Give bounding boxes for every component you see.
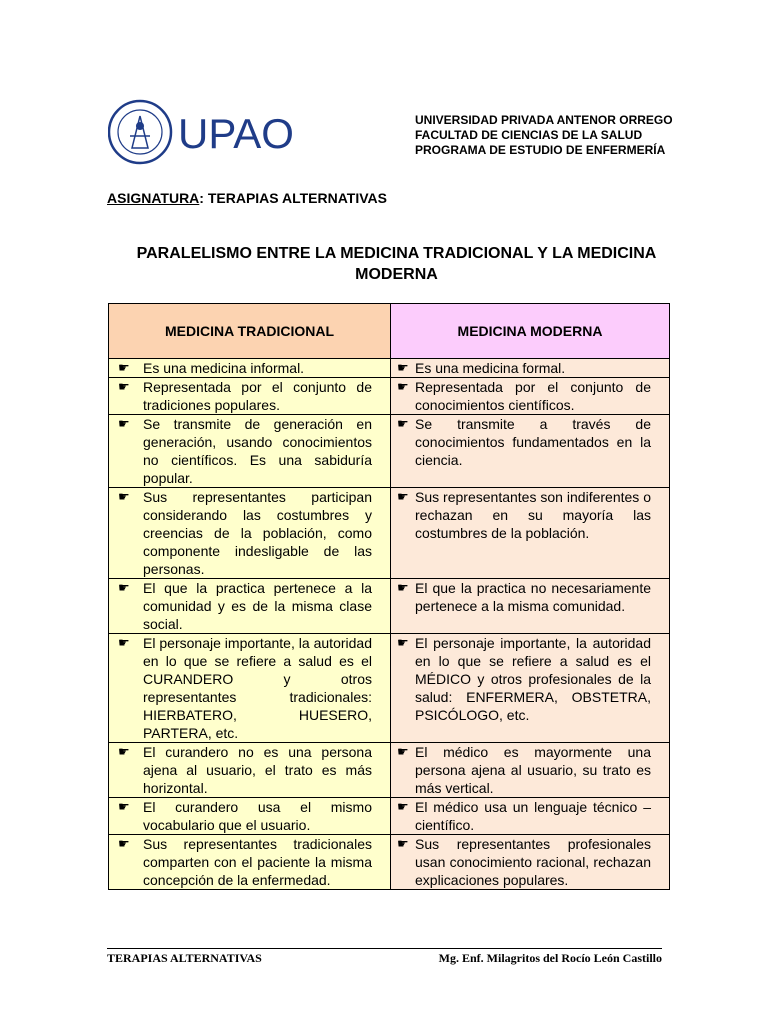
modern-cell xyxy=(391,743,669,797)
modern-cell xyxy=(391,634,669,742)
table-header-row xyxy=(109,304,669,359)
program-line: PROGRAMA DE ESTUDIO DE ENFERMERÍA xyxy=(415,143,666,157)
table-row xyxy=(109,835,669,889)
cell-text: El médico usa un lenguaje técnico – científico. xyxy=(415,799,651,833)
logo-wordmark: UPAO xyxy=(178,110,294,157)
cell-text: Sus representantes profesionales usan conocimiento racional, rechazan explicaciones populares. xyxy=(415,836,651,888)
table-body xyxy=(109,359,669,889)
cell-text: Representada por el conjunto de tradiciones populares. xyxy=(143,379,372,413)
table-row xyxy=(109,634,669,743)
pointing-hand-icon: ☛ xyxy=(118,799,130,814)
subject-label: ASIGNATURA xyxy=(107,190,200,206)
table-row xyxy=(109,743,669,798)
table-row xyxy=(109,579,669,634)
pointing-hand-icon: ☛ xyxy=(118,836,130,851)
table-row xyxy=(109,488,669,579)
comparison-table xyxy=(108,303,670,890)
footer-divider xyxy=(107,948,662,949)
table-row xyxy=(109,798,669,835)
cell-text: Representada por el conjunto de conocimientos científicos. xyxy=(415,379,651,413)
pointing-hand-icon: ☛ xyxy=(397,799,409,814)
table-row xyxy=(109,378,669,415)
pointing-hand-icon: ☛ xyxy=(118,379,130,394)
institution-line: UNIVERSIDAD PRIVADA ANTENOR ORREGO xyxy=(415,113,673,127)
table-row xyxy=(109,415,669,488)
pointing-hand-icon: ☛ xyxy=(118,580,130,595)
header-traditional: MEDICINA TRADICIONAL xyxy=(109,304,391,358)
pointing-hand-icon: ☛ xyxy=(118,416,130,431)
cell-text: Sus representantes tradicionales comparten con el paciente la misma concepción de la enfermedad. xyxy=(143,836,372,888)
cell-text: Sus representantes participan considerando las costumbres y creencias de la población, como componente indesligable de las personas. xyxy=(143,489,372,577)
faculty-line: FACULTAD DE CIENCIAS DE LA SALUD xyxy=(415,128,643,142)
modern-cell xyxy=(391,579,669,633)
document-title: PARALELISMO ENTRE LA MEDICINA TRADICIONAL Y LA MEDICINA MODERNA xyxy=(136,245,657,283)
subject-line xyxy=(107,190,387,206)
modern-cell xyxy=(391,359,669,377)
traditional-cell xyxy=(109,488,391,578)
pointing-hand-icon: ☛ xyxy=(397,635,409,650)
cell-text: Es una medicina formal. xyxy=(415,360,566,376)
modern-cell xyxy=(391,415,669,487)
institution-block xyxy=(415,113,673,158)
traditional-cell xyxy=(109,378,391,414)
cell-text: El personaje importante, la autoridad en lo que se refiere a salud es el CURANDERO y otros representantes tradicionales: HIERBATERO, HUESERO, PARTERA, etc. xyxy=(143,635,372,741)
pointing-hand-icon: ☛ xyxy=(397,836,409,851)
traditional-cell xyxy=(109,579,391,633)
modern-cell xyxy=(391,835,669,889)
footer-course: TERAPIAS ALTERNATIVAS xyxy=(107,951,262,965)
pointing-hand-icon: ☛ xyxy=(397,416,409,431)
pointing-hand-icon: ☛ xyxy=(397,360,409,375)
cell-text: El médico es mayormente una persona ajena al usuario, su trato es más vertical. xyxy=(415,744,651,796)
cell-text: Es una medicina informal. xyxy=(143,360,305,376)
pointing-hand-icon: ☛ xyxy=(397,379,409,394)
traditional-cell xyxy=(109,634,391,742)
pointing-hand-icon: ☛ xyxy=(397,580,409,595)
subject-value: : TERAPIAS ALTERNATIVAS xyxy=(199,190,387,206)
cell-text: Sus representantes son indiferentes o rechazan en su mayoría las costumbres de la población. xyxy=(415,489,651,541)
pointing-hand-icon: ☛ xyxy=(118,744,130,759)
pointing-hand-icon: ☛ xyxy=(118,360,130,375)
modern-cell xyxy=(391,378,669,414)
traditional-cell xyxy=(109,798,391,834)
traditional-cell xyxy=(109,835,391,889)
modern-cell xyxy=(391,488,669,578)
traditional-cell xyxy=(109,743,391,797)
cell-text: El que la practica pertenece a la comunidad y es de la misma clase social. xyxy=(143,580,372,632)
pointing-hand-icon: ☛ xyxy=(397,489,409,504)
cell-text: El curandero usa el mismo vocabulario que el usuario. xyxy=(143,799,372,833)
traditional-cell xyxy=(109,359,391,377)
pointing-hand-icon: ☛ xyxy=(397,744,409,759)
modern-cell xyxy=(391,798,669,834)
upao-logo xyxy=(108,92,298,172)
traditional-cell xyxy=(109,415,391,487)
header-modern: MEDICINA MODERNA xyxy=(391,304,669,358)
pointing-hand-icon: ☛ xyxy=(118,489,130,504)
footer-author: Mg. Enf. Milagritos del Rocío León Castillo xyxy=(438,951,662,965)
cell-text: El personaje importante, la autoridad en lo que se refiere a salud es el MÉDICO y otros profesionales de la salud: ENFERMERA, OBSTETRA, PSICÓLOGO, etc. xyxy=(415,635,651,723)
table-row xyxy=(109,359,669,378)
cell-text: Se transmite de generación en generación, usando conocimientos no científicos. Es una sabiduría popular. xyxy=(143,416,372,486)
cell-text: El curandero no es una persona ajena al usuario, el trato es más horizontal. xyxy=(143,744,372,796)
pointing-hand-icon: ☛ xyxy=(118,635,130,650)
cell-text: El que la practica no necesariamente pertenece a la misma comunidad. xyxy=(415,580,651,614)
cell-text: Se transmite a través de conocimientos fundamentados en la ciencia. xyxy=(415,416,651,468)
